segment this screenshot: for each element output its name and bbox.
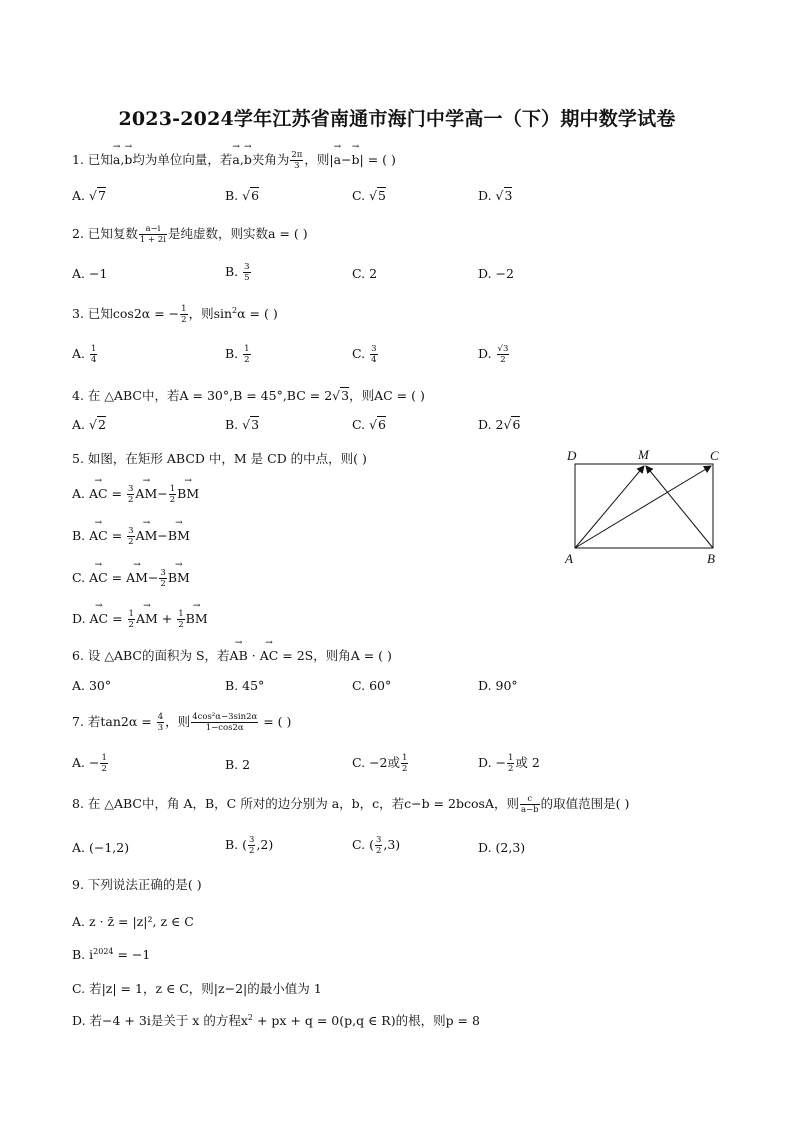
label-m: M [638,447,649,462]
question-1: 1. 已知→ a,→ b均为单位向量，若→ a,→ b夹角为 $\frac{2\pi}{3}$ ，则|→ a−→ b| = ( ) [72,150,396,171]
q2-option-c[interactable]: C. 2 [352,266,378,281]
q9-option-c[interactable]: C. 若|z| = 1，z ∈ C，则|z−2|的最小值为 1 [72,981,322,996]
question-2: 2. 已知复数 $\frac{a-i}{1 + 2i}$ 是纯虚数，则实数a = ( ) [72,224,308,245]
q2-option-d[interactable]: D. −2 [478,266,514,281]
q2-option-b[interactable]: B. $\frac{3}{5}$ [225,262,250,283]
q5-option-c[interactable]: C. → AC = → AM− $\frac{3}{2}$ → BM [72,568,190,589]
q8-option-d[interactable]: D. (2,3) [478,840,526,855]
question-8: 8. 在 △ABC中，角 A，B，C 所对的边分别为 a，b，c，若c−b = 2bcosA，则 $\frac{c}{a-b}$ 的取值范围是( ) [72,794,630,815]
q8-option-b[interactable]: B. ( $\frac{3}{2}$ ,2) [225,835,274,856]
q9-option-a[interactable]: A. z · z̄ = |z|², z ∈ C [72,914,194,929]
q1-option-b[interactable]: B. √6 [225,188,260,203]
q7-option-b[interactable]: B. 2 [225,757,251,772]
vector-am [575,466,644,548]
q8-option-a[interactable]: A. (−1,2) [72,840,130,855]
question-4: 4. 在 △ABC中，若A = 30°,B = 45°,BC = 2√3，则AC = ( ) [72,388,425,403]
q6-option-b[interactable]: B. 45° [225,678,265,693]
q1-option-a[interactable]: A. √7 [72,188,106,203]
label-b: B [707,551,715,566]
page-title: 2023-2024学年江苏省南通市海门中学高一（下）期中数学试卷 [118,108,676,130]
q1-option-d[interactable]: D. √3 [478,188,513,203]
q5-option-d[interactable]: D. → AC = $\frac{1}{2}$ → AM + $\frac{1}{2}$ → BM [72,609,208,630]
q5-option-a[interactable]: A. → AC = $\frac{3}{2}$ → AM− $\frac{1}{2}$ → BM [72,484,199,505]
q5-option-b[interactable]: B. → AC = $\frac{3}{2}$ → AM−→ BM [72,526,190,547]
q4-option-a[interactable]: A. √2 [72,417,106,432]
q9-option-b[interactable]: B. $i^{2024} = -1$ [72,947,151,963]
q3-option-c[interactable]: C. $\frac{3}{4}$ [352,344,377,365]
q1-option-c[interactable]: C. √5 [352,188,386,203]
q4-option-b[interactable]: B. √3 [225,417,260,432]
q4-option-c[interactable]: C. √6 [352,417,386,432]
question-6: 6. 设 △ABC的面积为 S，若→ AB · → AC = 2S，则角A = ( ) [72,646,392,664]
q7-option-d[interactable]: D. − $\frac{1}{2}$ 或 2 [478,753,540,774]
label-a: A [565,551,573,566]
q7-option-c[interactable]: C. −2或 $\frac{1}{2}$ [352,753,408,774]
q3-option-d[interactable]: D. $\frac{√3}{2}$ [478,344,509,365]
q4-option-d[interactable]: D. 2√6 [478,417,521,432]
q3-option-b[interactable]: B. $\frac{1}{2}$ [225,344,250,365]
q6-option-c[interactable]: C. 60° [352,678,392,693]
label-c: C [710,448,719,463]
question-7: 7. 若tan2α = $\frac{4}{3}$ ，则 $\frac{\text{4cos²α−3sin2α}}{1-\cos 2\alpha}$ = ( ) [72,712,292,733]
q7-option-a[interactable]: A. − $\frac{1}{2}$ [72,753,107,774]
q2-option-a[interactable]: A. −1 [72,266,108,281]
q8-option-c[interactable]: C. ( $\frac{3}{2}$ ,3) [352,835,401,856]
q6-option-d[interactable]: D. 90° [478,678,518,693]
rectangle-figure [560,446,730,571]
q9-option-d[interactable]: D. 若−4 + 3i是关于 x 的方程$x^2$ + px + q = 0(p,q ∈ R)的根，则p = 8 [72,1012,480,1028]
question-9: 9. 下列说法正确的是( ) [72,877,202,892]
q6-option-a[interactable]: A. 30° [72,678,112,693]
label-d: D [567,448,577,463]
question-3: 3. 已知cos2α = − $\frac{1}{2}$ ，则$\sin^2\alpha$ = ( ) [72,304,278,325]
q3-option-a[interactable]: A. $\frac{1}{4}$ [72,344,97,365]
question-5: 5. 如图，在矩形 ABCD 中，M 是 CD 的中点，则( ) [72,451,367,466]
vector-ac [575,466,711,548]
vector-bm [646,466,713,548]
